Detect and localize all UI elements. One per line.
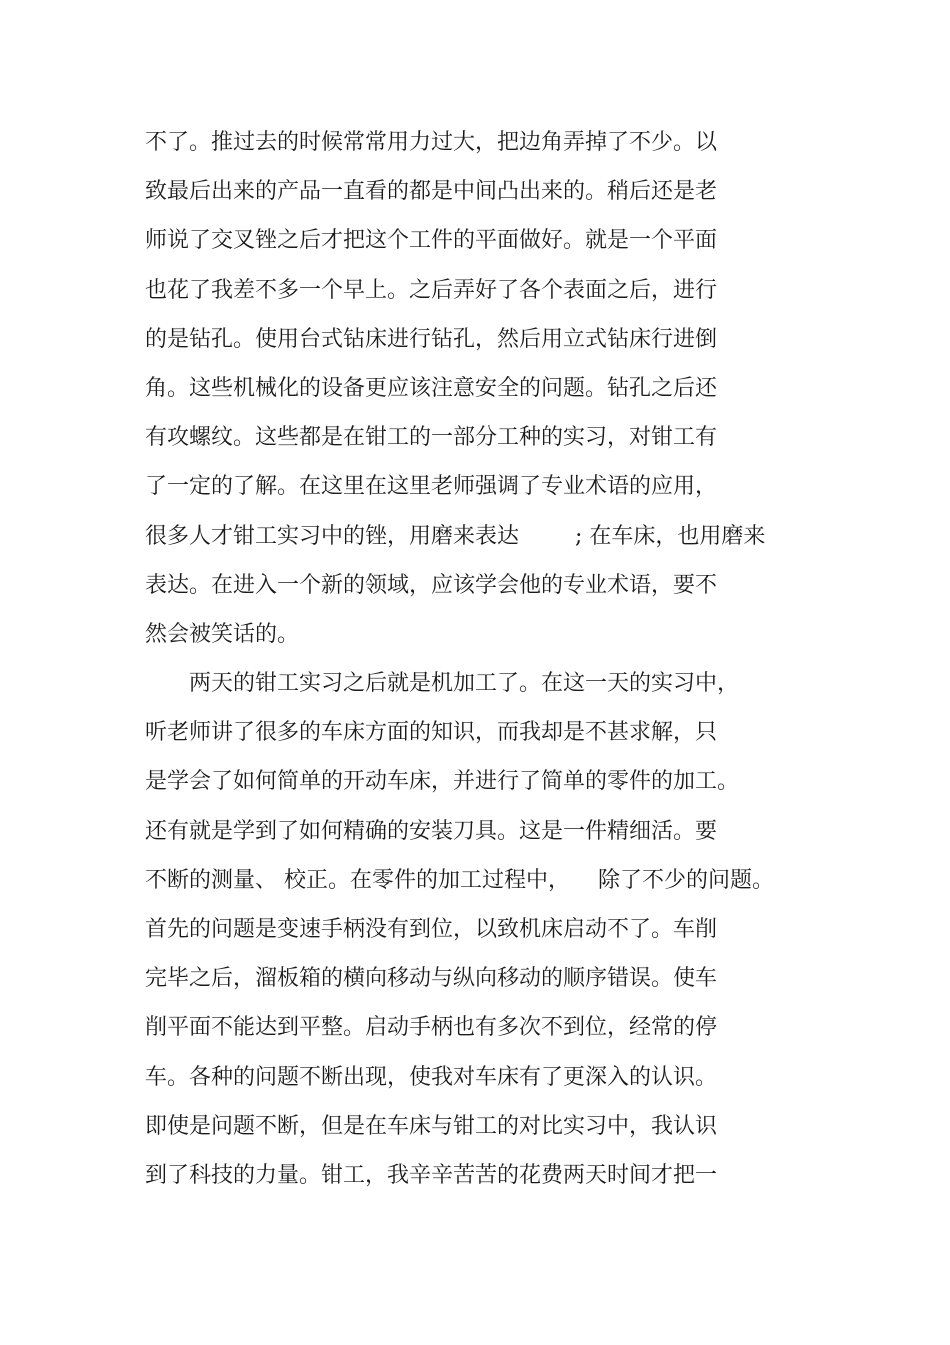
text-line: 师说了交叉锉之后才把这个工件的平面做好。就是一个平面 xyxy=(145,228,718,254)
text-line: 致最后出来的产品一直看的都是中间凸出来的。稍后还是老 xyxy=(145,179,718,205)
text-line: 首先的问题是变速手柄没有到位，以致机床启动不了。车削 xyxy=(145,917,718,942)
text-line: 表达。在进入一个新的领域，应该学会他的专业术语，要不 xyxy=(145,572,718,598)
text-line: 车。各种的问题不断出现，使我对车床有了更深入的认识。 xyxy=(145,1064,718,1090)
paragraph-start-line: 两天的钳工实习之后就是机加工了。在这一天的实习中， xyxy=(189,671,740,697)
text-line: 还有就是学到了如何精确的安装刀具。这是一件精细活。要 xyxy=(145,818,718,844)
text-line: 听老师讲了很多的车床方面的知识，而我却是不甚求解，只 xyxy=(145,720,718,746)
text-line: 是学会了如何简单的开动车床，并进行了简单的零件的加工。 xyxy=(145,769,740,795)
body-text xyxy=(145,118,825,1200)
text-line: 很多人才钳工实习中的锉，用磨来表达 ; 在车床，也用磨来 xyxy=(145,523,766,549)
text-line: 的是钻孔。使用台式钻床进行钻孔，然后用立式钻床行进倒 xyxy=(145,326,718,352)
text-line: 即使是问题不断，但是在车床与钳工的对比实习中，我认识 xyxy=(145,1113,718,1139)
text-line: 完毕之后，溜板箱的横向移动与纵向移动的顺序错误。使车 xyxy=(145,966,718,992)
text-line: 不了。推过去的时候常常用力过大，把边角弄掉了不少。以 xyxy=(145,130,718,155)
text-line: 削平面不能达到平整。启动手柄也有多次不到位，经常的停 xyxy=(145,1015,718,1041)
text-line: 不断的测量、 校正。在零件的加工过程中， 除了不少的问题。 xyxy=(145,867,774,893)
text-line: 了一定的了解。在这里在这里老师强调了专业术语的应用， xyxy=(145,474,718,500)
text-line: 有攻螺纹。这些都是在钳工的一部分工种的实习，对钳工有 xyxy=(145,425,718,451)
text-line: 然会被笑话的。 xyxy=(145,621,300,647)
text-line: 到了科技的力量。钳工，我辛辛苦苦的花费两天时间才把一 xyxy=(145,1162,718,1188)
text-line: 角。这些机械化的设备更应该注意安全的问题。钻孔之后还 xyxy=(145,375,718,401)
text-line: 也花了我差不多一个早上。之后弄好了各个表面之后，进行 xyxy=(145,277,718,303)
